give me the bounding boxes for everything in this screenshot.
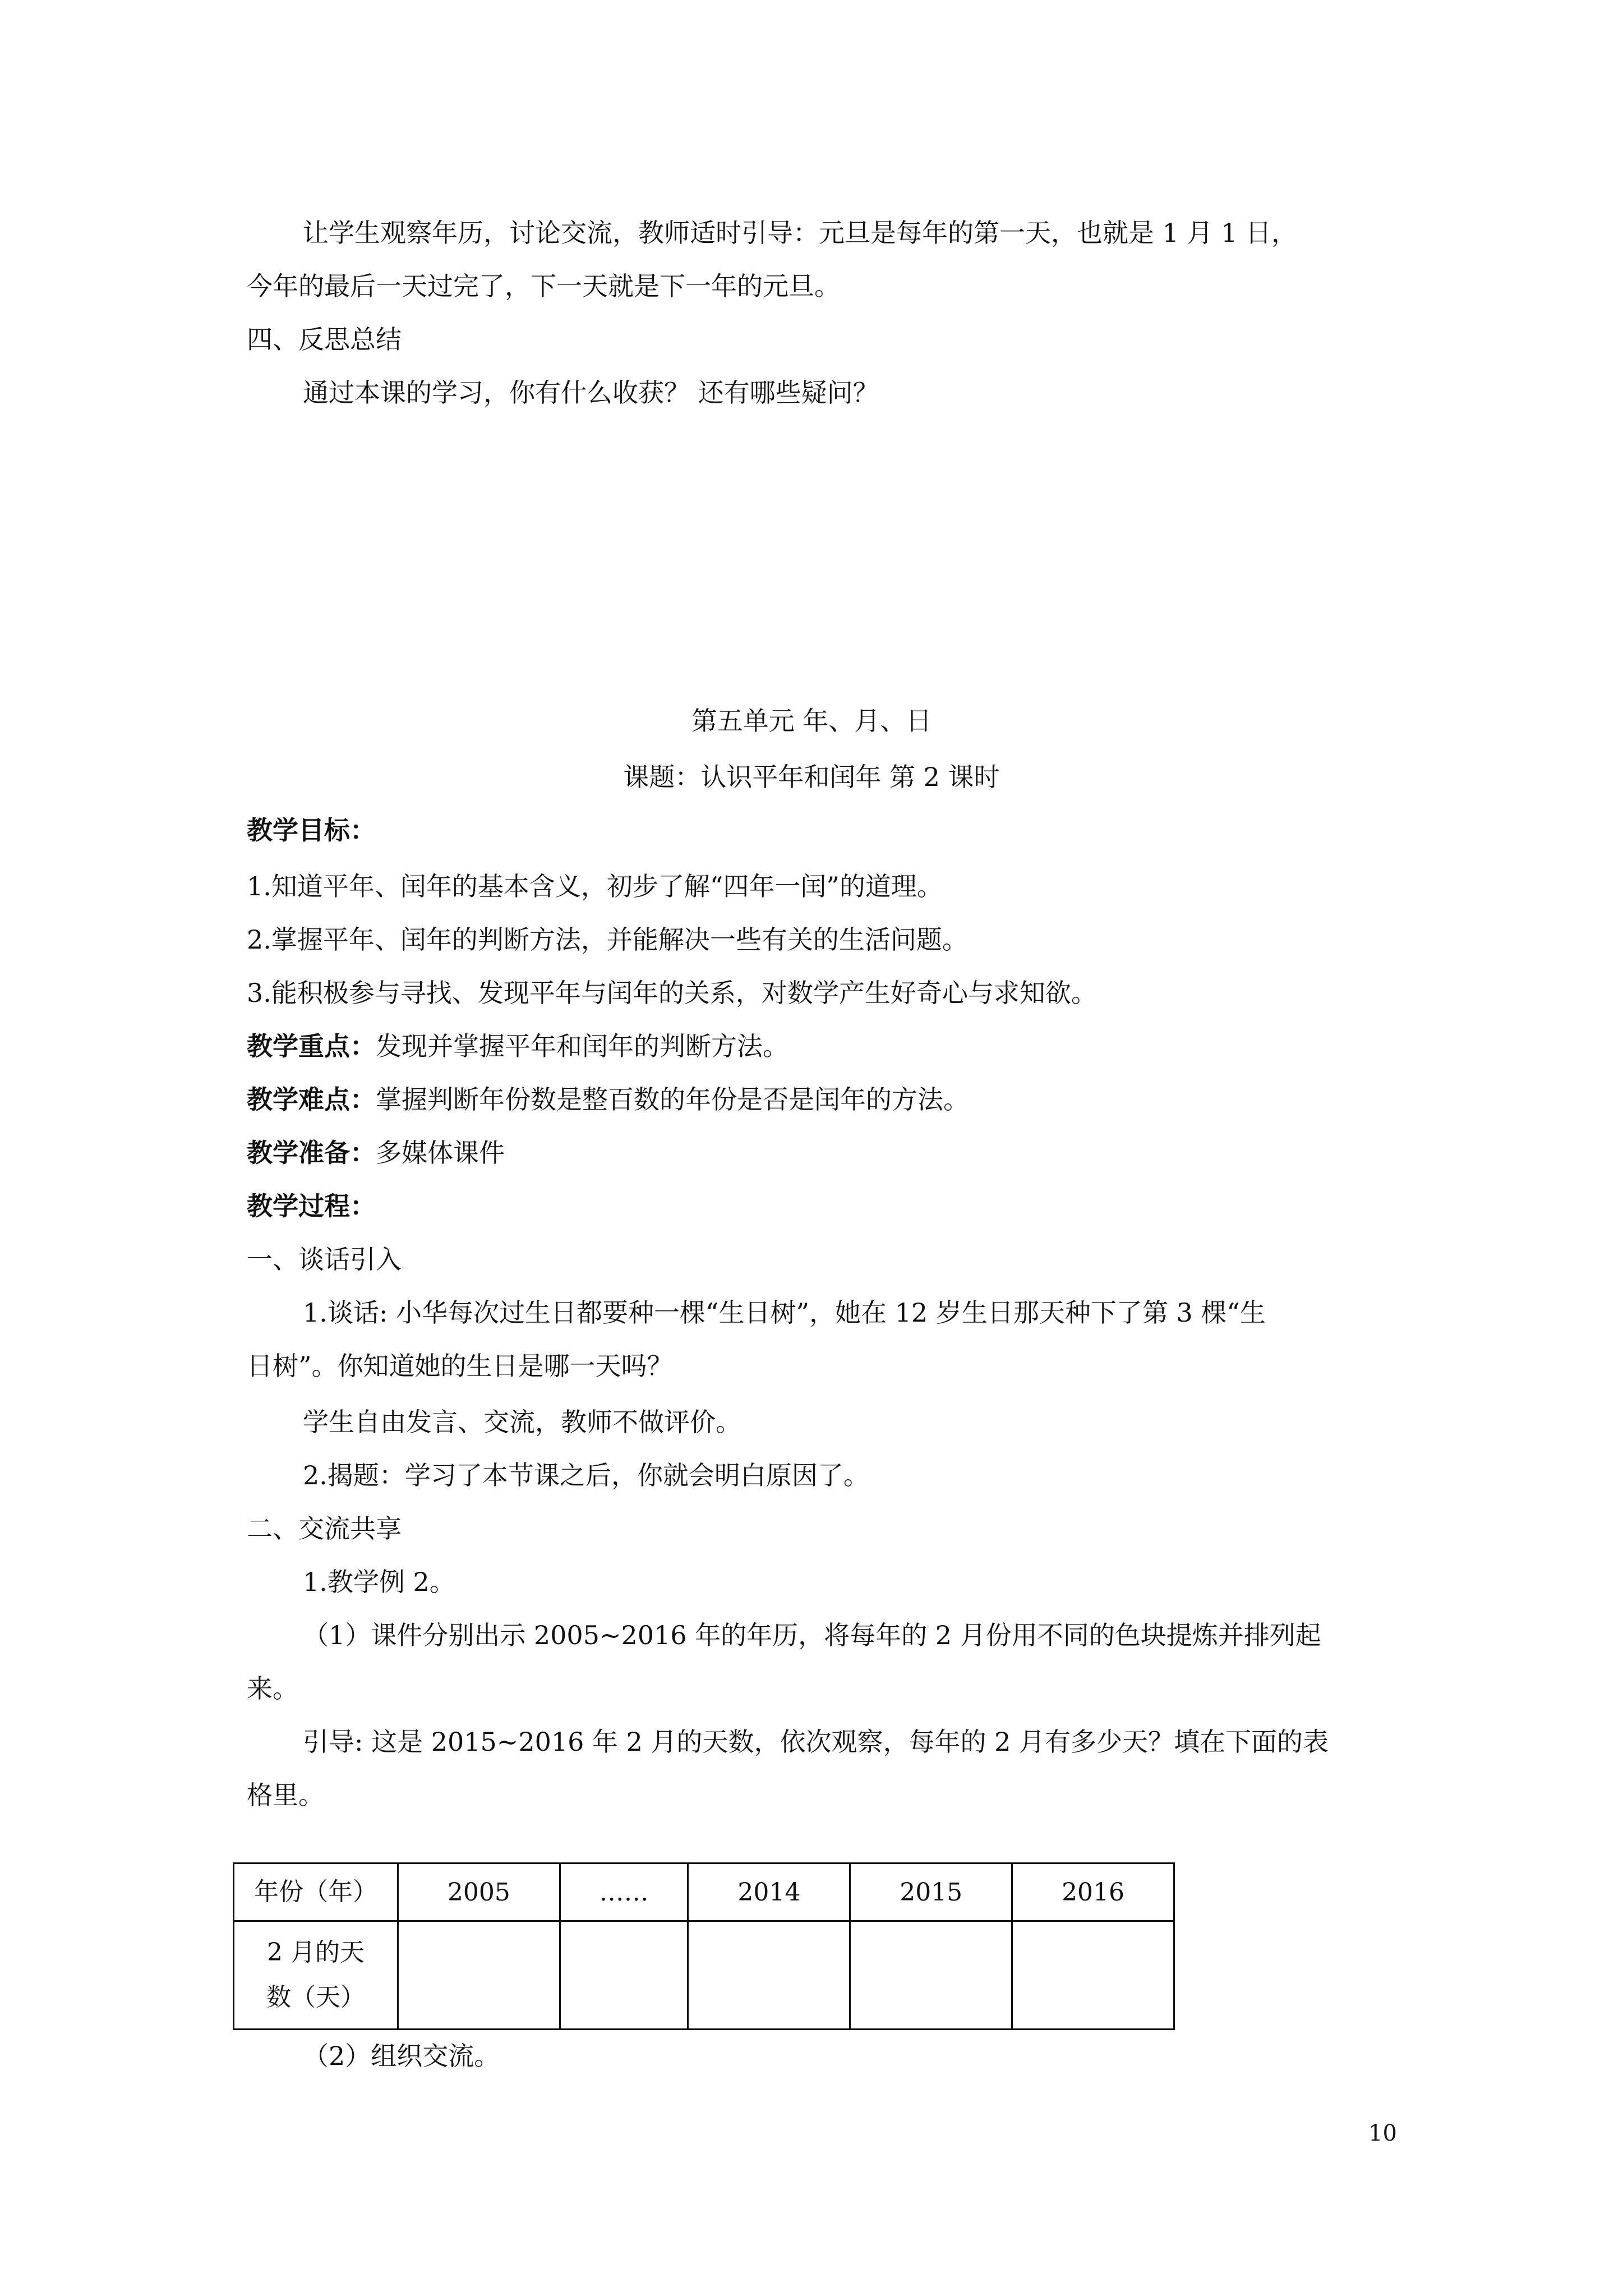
heading-section2: 二、交流共享: [247, 1513, 402, 1544]
table-cell-blank[interactable]: [850, 1921, 1012, 2030]
heading-reflection: 四、反思总结: [247, 324, 402, 355]
difficulty-text: 掌握判断年份数是整百数的年份是否是闰年的方法。: [376, 1084, 969, 1115]
paragraph-observe-line2: 今年的最后一天过完了，下一天就是下一年的元旦。: [247, 271, 840, 301]
key-point-text: 发现并掌握平年和闰年的判断方法。: [376, 1031, 789, 1061]
section2-item1: 1.教学例 2。: [303, 1567, 455, 1597]
table-header-row: [234, 1864, 1174, 1921]
objective-item: 3.能积极参与寻找、发现平年与闰年的关系，对数学产生好奇心与求知欲。: [247, 978, 1097, 1008]
table-header-cell: 2015: [850, 1864, 1012, 1921]
section2-sub2: （2）组织交流。: [303, 2041, 500, 2071]
table-row-label: [234, 1921, 398, 2030]
objective-item: 1.知道平年、闰年的基本含义，初步了解“四年一闰”的道理。: [247, 871, 943, 901]
table-cell-blank[interactable]: [560, 1921, 688, 2030]
section1-item1-note: 学生自由发言、交流，教师不做评价。: [303, 1407, 741, 1437]
section2-sub1-line2: 来。: [247, 1673, 298, 1704]
difficulty: [247, 1083, 969, 1116]
february-days-table: [233, 1862, 1175, 2030]
difficulty-label: 教学难点：: [247, 1084, 376, 1115]
preparation-text: 多媒体课件: [376, 1138, 505, 1168]
section2-sub1-line1: （1）课件分别出示 2005~2016 年的年历，将每年的 2 月份用不同的色块提炼并排列起: [303, 1620, 1321, 1650]
page-number: 10: [1368, 2120, 1397, 2146]
process-label: 教学过程：: [247, 1191, 376, 1221]
key-point-label: 教学重点：: [247, 1031, 376, 1061]
preparation: [247, 1136, 505, 1170]
key-point: [247, 1029, 789, 1063]
heading-section1: 一、谈话引入: [247, 1244, 402, 1274]
section1-item1-line1: 1.谈话: 小华每次过生日都要种一棵“生日树”，她在 12 岁生日那天种下了第 3 棵“生: [303, 1297, 1266, 1328]
table-row-label-line2: 数（天）: [266, 1983, 365, 2012]
lesson-title: 课题：认识平年和闰年 第 2 课时: [623, 762, 1000, 792]
objective-item: 2.掌握平年、闰年的判断方法，并能解决一些有关的生活问题。: [247, 924, 968, 955]
table-header-cell: 2016: [1012, 1864, 1174, 1921]
section2-guide-line2: 格里。: [247, 1780, 324, 1810]
table-header-cell: ……: [560, 1864, 688, 1921]
table-row: [234, 1921, 1174, 2030]
table-cell-blank[interactable]: [1012, 1921, 1174, 2030]
section1-item1-line2: 日树”。你知道她的生日是哪一天吗？: [247, 1351, 673, 1381]
section2-guide-line1: 引导: 这是 2015~2016 年 2 月的天数，依次观察，每年的 2 月有多少天？填在下面的表: [303, 1727, 1329, 1757]
table-header-cell: 2014: [688, 1864, 850, 1921]
table-cell-blank[interactable]: [688, 1921, 850, 2030]
table-cell-blank[interactable]: [398, 1921, 560, 2030]
paragraph-reflection: 通过本课的学习，你有什么收获？ 还有哪些疑问？: [303, 378, 879, 408]
objectives-label: 教学目标：: [247, 815, 376, 845]
unit-title: 第五单元 年、月、日: [691, 706, 932, 736]
paragraph-observe-line1: 让学生观察年历，讨论交流，教师适时引导：元旦是每年的第一天，也就是 1 月 1 日，: [303, 218, 1298, 248]
table-row-label-line1: 2 月的天: [267, 1938, 365, 1967]
table-header-cell: 2005: [398, 1864, 560, 1921]
section1-item2: 2.揭题：学习了本节课之后，你就会明白原因了。: [303, 1460, 869, 1490]
preparation-label: 教学准备：: [247, 1138, 376, 1168]
table-header-cell: 年份（年）: [234, 1864, 398, 1921]
